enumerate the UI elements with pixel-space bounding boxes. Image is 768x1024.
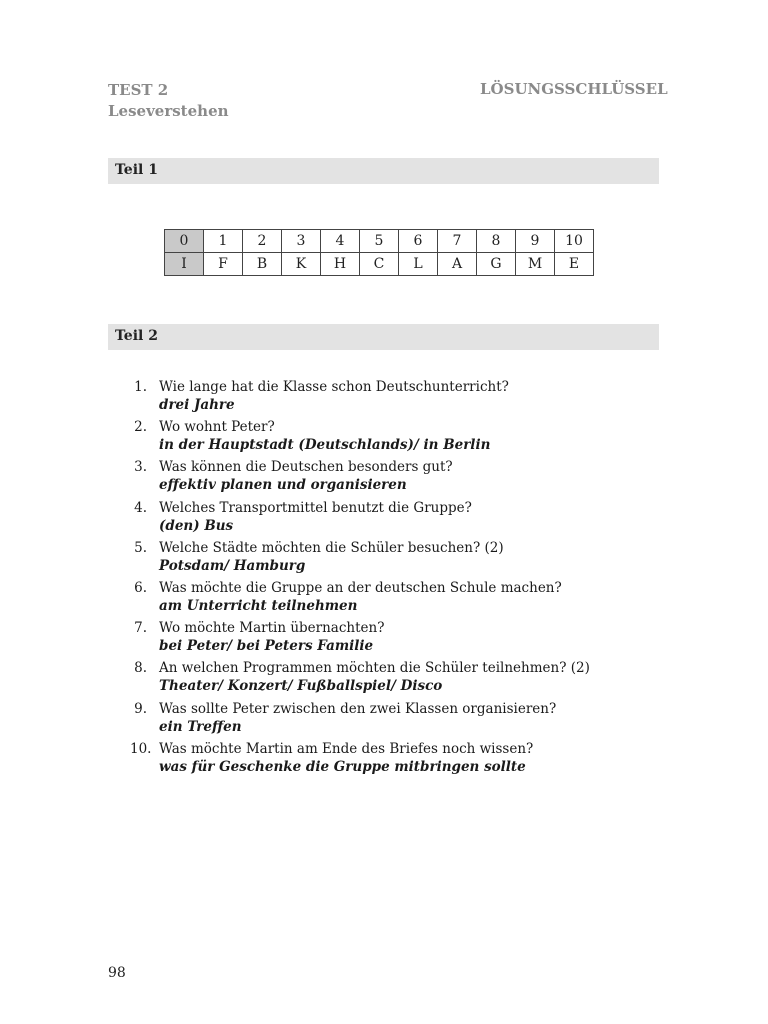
section-label: Leseverstehen bbox=[108, 102, 229, 120]
table-cell-letter: C bbox=[360, 253, 399, 276]
question-number: 10. bbox=[130, 740, 152, 757]
question-number: 7. bbox=[134, 620, 147, 637]
answer-text: drei Jahre bbox=[159, 397, 235, 413]
question-text: Wo möchte Martin übernachten? bbox=[159, 620, 385, 637]
teil2-question-list bbox=[130, 379, 650, 781]
table-cell-number: 9 bbox=[516, 230, 555, 253]
answer-text: effektiv planen und organisieren bbox=[159, 477, 407, 494]
question-text: Welches Transportmittel benutzt die Gruppe? bbox=[159, 499, 472, 516]
table-cell-number: 2 bbox=[243, 230, 282, 253]
table-cell-number: 10 bbox=[555, 230, 594, 253]
question-text: Was sollte Peter zwischen den zwei Klassen organisieren? bbox=[159, 700, 557, 717]
list-item bbox=[130, 540, 650, 580]
table-cell-number: 1 bbox=[204, 230, 243, 253]
list-item bbox=[130, 459, 650, 499]
table-cell-letter: E bbox=[555, 253, 594, 276]
list-item bbox=[130, 741, 650, 781]
question-text: Wo wohnt Peter? bbox=[159, 419, 275, 436]
answer-text: Theater/ Konzert/ Fußballspiel/ Disco bbox=[159, 678, 443, 695]
question-number: 6. bbox=[134, 579, 147, 596]
teil2-heading-band bbox=[108, 324, 659, 350]
table-cell-letter: I bbox=[165, 253, 204, 276]
table-cell-number: 6 bbox=[399, 230, 438, 253]
question-number: 3. bbox=[134, 459, 147, 476]
question-text: Was möchte die Gruppe an der deutschen Schule machen? bbox=[159, 579, 562, 596]
question-number: 9. bbox=[134, 700, 147, 717]
table-cell-number: 7 bbox=[438, 230, 477, 253]
table-cell-letter: H bbox=[321, 253, 360, 276]
table-cell-letter: B bbox=[243, 253, 282, 276]
table-cell-number: 3 bbox=[282, 230, 321, 253]
answer-text: ein Treffen bbox=[159, 718, 242, 735]
teil2-title: Teil 2 bbox=[115, 328, 158, 344]
question-number: 8. bbox=[134, 660, 147, 677]
table-row-numbers bbox=[165, 230, 594, 253]
answer-text: in der Hauptstadt (Deutschlands)/ in Berlin bbox=[159, 437, 491, 454]
table-row-letters bbox=[165, 253, 594, 276]
table-cell-letter: F bbox=[204, 253, 243, 276]
table-cell-number: 8 bbox=[477, 230, 516, 253]
list-item bbox=[130, 500, 650, 540]
question-number: 5. bbox=[134, 539, 147, 556]
table-cell-letter: A bbox=[438, 253, 477, 276]
teil1-heading-band bbox=[108, 158, 659, 184]
question-text: Was möchte Martin am Ende des Briefes noch wissen? bbox=[159, 740, 534, 757]
answer-text: bei Peter/ bei Peters Familie bbox=[159, 638, 374, 655]
question-text: Wie lange hat die Klasse schon Deutschunterricht? bbox=[159, 379, 509, 395]
question-text: Welche Städte möchten die Schüler besuchen? (2) bbox=[159, 539, 504, 556]
question-number: 1. bbox=[134, 379, 147, 395]
question-number: 2. bbox=[134, 419, 147, 436]
list-item bbox=[130, 620, 650, 660]
list-item bbox=[130, 419, 650, 459]
question-text: Was können die Deutschen besonders gut? bbox=[159, 459, 453, 476]
table-cell-letter: G bbox=[477, 253, 516, 276]
list-item bbox=[130, 580, 650, 620]
page-number: 98 bbox=[108, 965, 126, 981]
answer-text: was für Geschenke die Gruppe mitbringen sollte bbox=[159, 758, 526, 775]
teil1-answer-table bbox=[164, 229, 594, 276]
question-text: An welchen Programmen möchten die Schüler teilnehmen? (2) bbox=[159, 660, 590, 677]
header-left bbox=[108, 80, 229, 122]
table-cell-number: 5 bbox=[360, 230, 399, 253]
teil1-title: Teil 1 bbox=[115, 162, 158, 178]
list-item bbox=[130, 660, 650, 700]
table-cell-letter: K bbox=[282, 253, 321, 276]
list-item bbox=[130, 701, 650, 741]
answer-key-label: LÖSUNGSSCHLÜSSEL bbox=[480, 80, 668, 98]
question-number: 4. bbox=[134, 499, 147, 516]
list-item bbox=[130, 379, 650, 419]
table-cell-letter: M bbox=[516, 253, 555, 276]
table-cell-letter: L bbox=[399, 253, 438, 276]
answer-text: (den) Bus bbox=[159, 517, 234, 534]
table-cell-number: 4 bbox=[321, 230, 360, 253]
answer-text: am Unterricht teilnehmen bbox=[159, 597, 358, 614]
test-label: TEST 2 bbox=[108, 81, 169, 99]
answer-text: Potsdam/ Hamburg bbox=[159, 557, 306, 574]
table-cell-number: 0 bbox=[165, 230, 204, 253]
